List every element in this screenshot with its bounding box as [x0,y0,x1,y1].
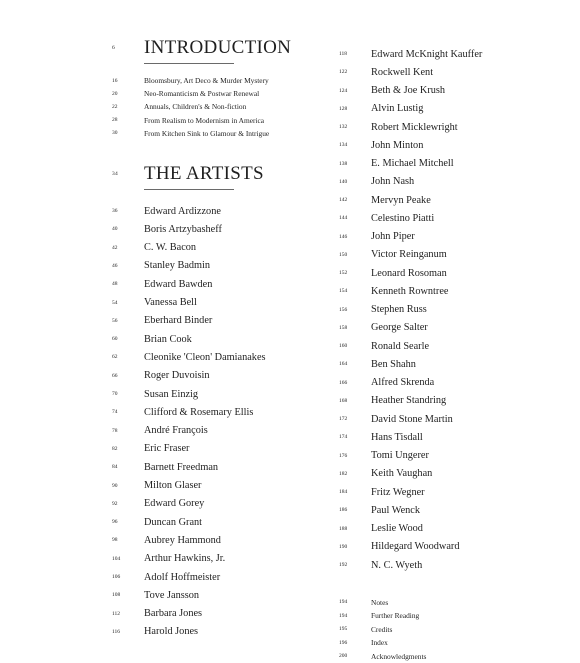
intro-entry-title: Neo-Romanticism & Postwar Renewal [144,89,260,99]
back-matter-entry [339,595,564,609]
artist-entry-title: John Minton [371,139,424,151]
artist-entry-title: Barbara Jones [144,608,203,620]
artist-entry [339,301,564,319]
introduction-title: INTRODUCTION [144,37,292,58]
artist-entry [112,422,337,440]
artist-entry [339,483,564,501]
page-number: 156 [339,306,348,313]
introduction-rule [144,63,234,64]
artist-entry [112,440,337,458]
page-number: 190 [339,543,348,550]
artists-page-number: 34 [112,170,118,177]
page-number: 200 [339,653,348,660]
artist-entry-title: Duncan Grant [144,516,203,528]
artist-entry-title: C. W. Bacon [144,242,197,254]
page-number: 128 [339,105,348,112]
artist-entry-title: Kenneth Rowntree [371,285,449,297]
page-number: 194 [339,599,348,606]
artist-entry [339,155,564,173]
page-number: 146 [339,233,348,240]
page-number: 20 [112,90,118,97]
artist-entry-title: Harold Jones [144,626,199,638]
page-number: 16 [112,77,118,84]
page-number: 118 [339,51,348,58]
artist-entry-title: Cleonike 'Cleon' Damianakes [144,351,266,363]
page-number: 40 [112,226,118,233]
introduction-heading [112,38,337,58]
back-matter-entry-title: Index [371,638,388,648]
artist-entry [112,293,337,311]
artist-entry-title: Edward Bawden [144,278,213,290]
artist-entry [112,348,337,366]
artist-entry-title: Clifford & Rosemary Ellis [144,406,254,418]
page-number: 60 [112,336,118,343]
artist-entry-title: Edward Gorey [144,498,205,510]
page-number: 92 [112,500,118,507]
page-number: 54 [112,299,118,306]
artist-entry-title: Susan Einzig [144,388,199,400]
artist-entry [112,604,337,622]
page-number: 184 [339,489,348,496]
artist-entry [112,403,337,421]
page-number: 62 [112,354,118,361]
right-column [339,45,564,663]
page-number: 74 [112,409,118,416]
artist-entry [339,410,564,428]
back-matter-entry-title: Acknowledgments [371,651,427,661]
introduction-heading-block [112,38,337,64]
artist-entry [339,209,564,227]
artist-entry [339,501,564,519]
artist-entry-title: Tove Jansson [144,589,200,601]
artist-entry [339,447,564,465]
page-number: 22 [112,103,118,110]
artist-entry [112,257,337,275]
artist-entry [112,202,337,220]
artist-entry-title: George Salter [371,322,428,334]
artists-rule [144,189,234,190]
page-number: 160 [339,343,348,350]
artist-entry-title: Edward McKnight Kauffer [371,48,483,60]
artist-entry-title: Paul Wenck [371,504,421,516]
artist-entry [339,63,564,81]
artist-entry [339,319,564,337]
artist-entry-title: Heather Standring [371,395,447,407]
artist-entry-title: Celestino Piatti [371,212,435,224]
artist-entry-title: Beth & Joe Krush [371,85,446,97]
artist-entry [339,246,564,264]
page-number: 122 [339,69,348,76]
artists-list-left [112,202,337,641]
page-number: 112 [112,610,121,617]
page-number: 182 [339,470,348,477]
artist-entry [112,275,337,293]
intro-entry [112,127,337,140]
page-number: 152 [339,270,348,277]
artist-entry [339,118,564,136]
page-number: 174 [339,434,348,441]
artist-entry [339,82,564,100]
artist-entry [112,385,337,403]
page-number: 166 [339,379,348,386]
artist-entry-title: Robert Micklewright [371,121,458,133]
artist-entry [339,173,564,191]
intro-entry-title: From Kitchen Sink to Glamour & Intrigue [144,128,270,138]
introduction-list [112,74,337,140]
artist-entry [339,282,564,300]
artist-entry [112,623,337,641]
intro-entry [112,74,337,87]
page-number: 116 [112,628,121,635]
artist-entry [112,239,337,257]
artist-entry-title: Barnett Freedman [144,461,219,473]
artist-entry-title: N. C. Wyeth [371,559,423,571]
artist-entry-title: Milton Glaser [144,480,202,492]
page-number: 66 [112,372,118,379]
page-number: 186 [339,507,348,514]
page-number: 108 [112,592,121,599]
artist-entry-title: Hans Tisdall [371,431,423,443]
artist-entry [112,568,337,586]
artist-entry-title: Stanley Badmin [144,260,211,272]
artist-entry-title: Keith Vaughan [371,468,433,480]
artist-entry [339,392,564,410]
artist-entry-title: John Piper [371,231,415,243]
artist-entry-title: Brian Cook [144,333,192,345]
intro-entry [112,87,337,100]
page-number: 30 [112,130,118,137]
back-matter-entry [339,622,564,636]
artist-entry [112,476,337,494]
artist-entry-title: Vanessa Bell [144,297,197,309]
artist-entry-title: Tomi Ungerer [371,450,429,462]
artist-entry-title: Fritz Wegner [371,486,425,498]
artists-list-right [339,45,564,574]
back-matter-entry-title: Further Reading [371,611,420,621]
artist-entry [112,312,337,330]
artist-entry-title: Leonard Rosoman [371,267,447,279]
artist-entry-title: Alvin Lustig [371,103,424,115]
page-number: 104 [112,555,121,562]
page-number: 188 [339,525,348,532]
back-matter-entry-title: Notes [371,597,389,607]
artist-entry [339,191,564,209]
page-number: 140 [339,178,348,185]
back-matter-entry [339,650,564,663]
page-number: 46 [112,262,118,269]
artist-entry-title: Eberhard Binder [144,315,213,327]
back-matter-list [339,595,564,663]
page-number: 84 [112,464,118,471]
artist-entry-title: David Stone Martin [371,413,453,425]
artist-entry-title: Arthur Hawkins, Jr. [144,553,226,565]
page-number: 164 [339,361,348,368]
artist-entry-title: Alfred Skrenda [371,377,435,389]
artist-entry-title: Eric Fraser [144,443,190,455]
page-number: 36 [112,208,118,215]
page-number: 138 [339,160,348,167]
artist-entry-title: Aubrey Hammond [144,534,221,546]
artist-entry [339,136,564,154]
artist-entry-title: Ronald Searle [371,340,430,352]
left-column [112,38,337,641]
artist-entry-title: Roger Duvoisin [144,370,210,382]
artist-entry [339,520,564,538]
page-number: 70 [112,391,118,398]
page-number: 98 [112,537,118,544]
artist-entry [339,337,564,355]
page-number: 82 [112,445,118,452]
artists-heading-block [112,164,337,190]
artists-heading [112,164,337,184]
artist-entry [339,538,564,556]
artist-entry-title: Mervyn Peake [371,194,431,206]
page-number: 28 [112,117,118,124]
artist-entry-title: Edward Ardizzone [144,205,221,217]
artist-entry-title: Victor Reinganum [371,249,447,261]
artist-entry-title: John Nash [371,176,415,188]
artist-entry-title: E. Michael Mitchell [371,158,454,170]
artist-entry [112,458,337,476]
page-number: 158 [339,324,348,331]
artist-entry [339,556,564,574]
artist-entry-title: Leslie Wood [371,523,423,535]
intro-entry [112,114,337,127]
intro-entry-title: Bloomsbury, Art Deco & Murder Mystery [144,76,269,86]
page-number: 172 [339,416,348,423]
artist-entry [112,586,337,604]
page-number: 194 [339,612,348,619]
page-number: 142 [339,197,348,204]
page-number: 78 [112,427,118,434]
page-number: 96 [112,519,118,526]
artist-entry [339,264,564,282]
artist-entry [112,550,337,568]
artists-title: THE ARTISTS [144,162,264,184]
page-number: 106 [112,574,121,581]
artist-entry-title: Rockwell Kent [371,66,434,78]
artist-entry-title: Adolf Hoffmeister [144,571,221,583]
artist-entry [339,228,564,246]
page-number: 90 [112,482,118,489]
page-number: 48 [112,281,118,288]
artist-entry [112,513,337,531]
page-number: 150 [339,251,348,258]
page-number: 132 [339,124,348,131]
intro-entry-title: From Realism to Modernism in America [144,115,265,125]
artist-entry [112,495,337,513]
page-number: 196 [339,639,348,646]
artist-entry [339,100,564,118]
artist-entry [339,465,564,483]
artist-entry-title: André François [144,425,208,437]
artist-entry-title: Hildegard Woodward [371,541,460,553]
artist-entry [112,367,337,385]
page-number: 134 [339,142,348,149]
artist-entry [339,45,564,63]
page-number: 56 [112,317,118,324]
back-matter-entry [339,636,564,650]
page-number: 168 [339,397,348,404]
page-number: 192 [339,562,348,569]
back-matter-entry-title: Credits [371,624,393,634]
back-matter-entry [339,609,564,623]
page-number: 176 [339,452,348,459]
page-number: 195 [339,626,348,633]
artist-entry [339,355,564,373]
artist-entry [112,330,337,348]
artist-entry [112,220,337,238]
intro-entry [112,100,337,113]
page-number: 144 [339,215,348,222]
page-number: 42 [112,244,118,251]
artist-entry-title: Stephen Russ [371,304,427,316]
page-number: 124 [339,87,348,94]
artist-entry [112,531,337,549]
intro-entry-title: Annuals, Children's & Non-fiction [144,102,247,112]
artist-entry-title: Ben Shahn [371,358,416,370]
introduction-page-number: 6 [112,45,115,51]
artist-entry-title: Boris Artzybasheff [144,223,222,235]
page-number: 154 [339,288,348,295]
artist-entry [339,374,564,392]
artist-entry [339,428,564,446]
